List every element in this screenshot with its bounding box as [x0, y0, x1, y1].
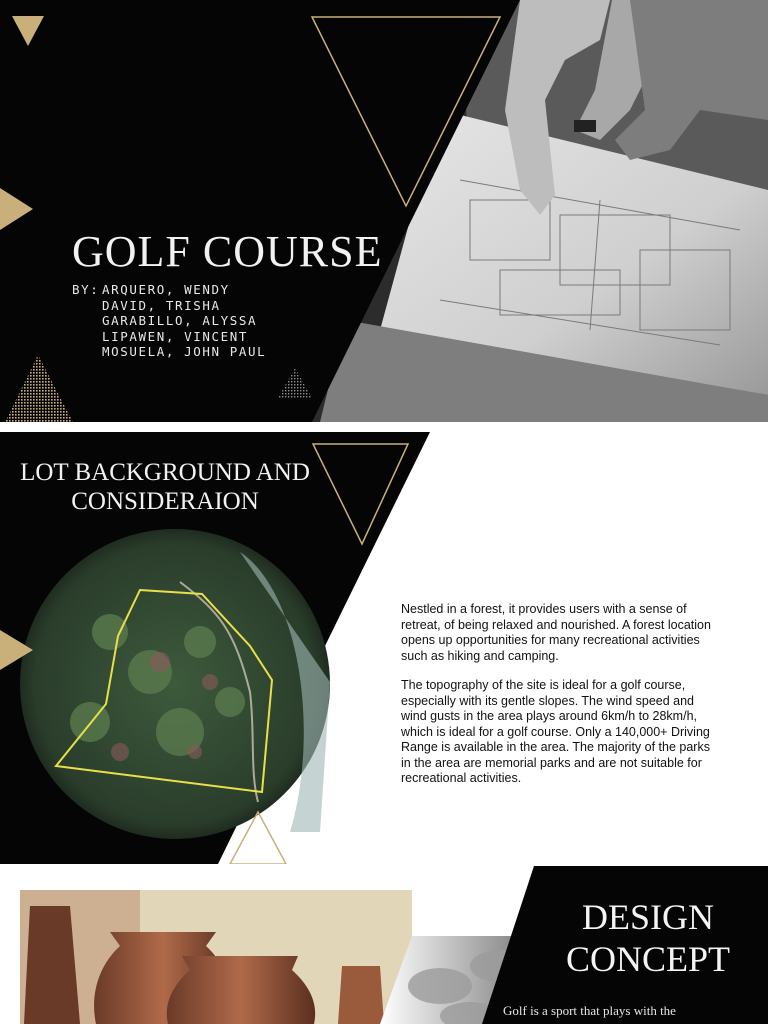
- section-heading-line: CONSIDERAION: [71, 488, 259, 515]
- blueprint-photo: [300, 0, 768, 422]
- author-name: LIPAWEN, VINCENT: [102, 328, 249, 344]
- body-text: Golf is a sport that plays with the: [503, 1003, 676, 1018]
- section-heading-line: DESIGN: [582, 897, 714, 937]
- page-title: GOLF COURSE: [72, 227, 383, 276]
- section-heading: [0, 458, 330, 516]
- section-heading-line: CONCEPT: [565, 939, 731, 979]
- slide-design-concept: [0, 866, 768, 1024]
- authors-prefix: BY:: [72, 282, 100, 297]
- section-heading: [548, 896, 748, 980]
- author-name: GARABILLO, ALYSSA: [102, 313, 258, 328]
- body-text: [401, 602, 721, 801]
- aerial-map: [20, 529, 330, 839]
- section-heading-line: LOT BACKGROUND AND: [20, 459, 310, 486]
- author-name: ARQUERO, WENDY: [102, 282, 230, 297]
- paragraph: Nestled in a forest, it provides users with a sense of retreat, of being relaxed and nourished. A forest location opens up opportunities for many recreational activities such as hiking and camping.: [401, 602, 711, 663]
- author-name: DAVID, TRISHA: [102, 297, 221, 313]
- author-name: MOSUELA, JOHN PAUL: [102, 344, 267, 359]
- slide-lot-background: [0, 432, 768, 864]
- slide-title: [0, 0, 768, 422]
- paragraph: The topography of the site is ideal for a golf course, especially with its gentle slopes. The wind speed and wind gusts in the area plays around 6km/h to 28km/h, which is ideal for a golf course. Only a 140,000+ Driving Range is available in the area. The majority of the parks in the area are memorial parks and are not suitable for recreational activities.: [401, 678, 710, 785]
- author-list: [72, 282, 266, 360]
